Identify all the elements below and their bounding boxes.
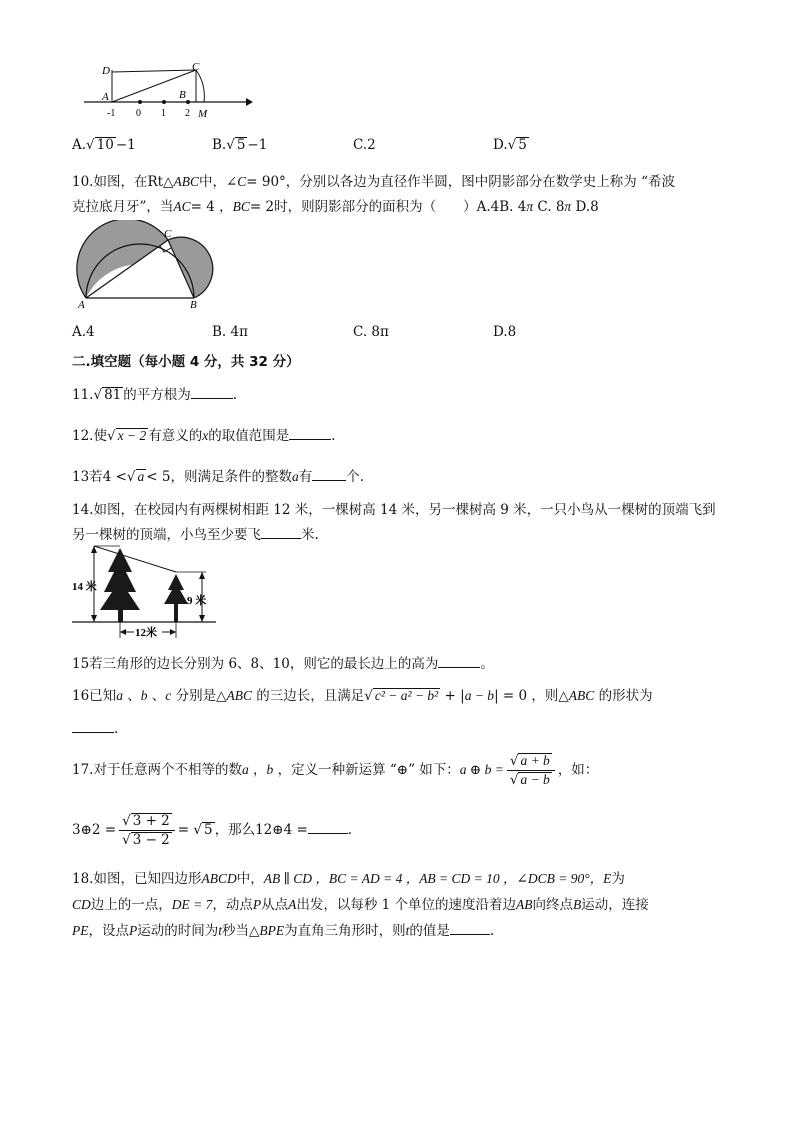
label-c: C xyxy=(164,228,172,240)
q14-line2: 另一棵树的顶端，小鸟至少要飞 米. xyxy=(72,527,319,543)
q17-line1: 17.对于任意两个不相等的数a ，b ，定义一种新运算 “⊕” 如下：a ⊕ b = $\frac{√ a + b}{√ a - b}$ ，如： xyxy=(72,753,599,788)
label-a: A xyxy=(78,299,85,310)
q16-line1: 16已知a 、b 、c 分别是△ABC 的三边长，且满足√ c² − a² − b² + |a − b| = 0 ，则△ABC 的形状为 xyxy=(72,688,653,704)
lune-figure xyxy=(76,220,218,310)
q12: 12.使√ x − 2 有意义的x的取值范围是 . xyxy=(72,428,336,444)
label-c: C xyxy=(192,61,200,73)
label-m: M xyxy=(198,108,208,120)
label-b: B xyxy=(190,299,197,310)
label-14m: 14 米 xyxy=(72,581,97,593)
label-b: B xyxy=(179,89,186,101)
q9-option-c: C.2 xyxy=(353,137,376,153)
tick-0: 0 xyxy=(136,108,141,119)
tick-neg1: -1 xyxy=(107,108,116,119)
q18-line3: PE，设点P运动的时间为t秒当△BPE为直角三角形时，则t的值是 . xyxy=(72,923,495,939)
q17-line2: 3⊕2 = $\frac{√ 3 + 2}{√ 3 - 2}$ = √ 5 ，那么12⊕4 = . xyxy=(72,813,353,848)
q10-option-c: C. 8π xyxy=(353,324,389,340)
tick-2: 2 xyxy=(185,108,190,119)
section-title: 二.填空题（每小题 4 分，共 32 分） xyxy=(72,354,300,370)
q18-line1: 18.如图，已知四边形ABCD中，AB ∥ CD ，BC = AD = 4 ，AB = CD = 10 ，∠DCB = 90°，E为 xyxy=(72,871,625,887)
label-a: A xyxy=(102,91,109,103)
q18-line2: CD边上的一点，DE = 7，动点P从点A出发，以每秒 1 个单位的速度沿着边AB向终点B运动，连接 xyxy=(72,897,649,913)
label-12m: 12米 xyxy=(135,627,157,639)
q10-option-a: A.4 xyxy=(72,324,95,340)
number-line-figure xyxy=(78,60,253,122)
trees-figure xyxy=(72,544,217,640)
q10-option-d: D.8 xyxy=(493,324,517,340)
q10-line1: 10.如图，在Rt△ABC中，∠C= 90°，分别以各边为直径作半圆，图中阴影部分在数学史上称为 “希波 xyxy=(72,174,676,190)
q15: 15若三角形的边长分别为 6、8、10，则它的最长边上的高为 。 xyxy=(72,656,494,672)
q10-option-b: B. 4π xyxy=(212,324,248,340)
q9-option-b: B.√ 5 −1 xyxy=(212,137,268,153)
q9-option-d: D.√ 5 xyxy=(493,137,527,153)
label-9m: 9 米 xyxy=(187,595,207,607)
q13: 13若4 <√ a < 5，则满足条件的整数a有 个. xyxy=(72,469,364,485)
q11: 11.√ 81 的平方根为 . xyxy=(72,387,238,403)
label-d: D xyxy=(102,65,110,77)
q10-line2: 克拉底月牙”，当AC= 4 ，BC= 2时，则阴影部分的面积为（ ）A.4B. 4π C. 8π D.8 xyxy=(72,199,599,215)
q16-line2: . xyxy=(72,720,118,737)
q14-line1: 14.如图，在校园内有两棵树相距 12 米，一棵树高 14 米，另一棵树高 9 米，一只小鸟从一棵树的顶端飞到 xyxy=(72,502,716,518)
q9-option-a: A.√ 10 −1 xyxy=(72,137,136,153)
tick-1: 1 xyxy=(161,108,166,119)
